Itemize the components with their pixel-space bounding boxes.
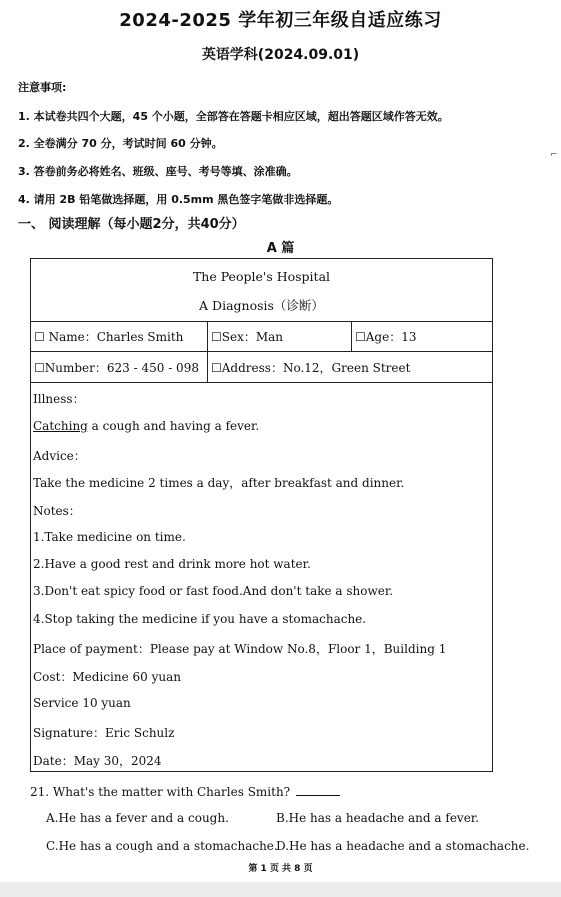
option-c: C.He has a cough and a stomachache.: [46, 839, 278, 853]
table-divider: [31, 321, 492, 322]
table-column-divider: [207, 321, 208, 382]
diagnosis-card: [30, 258, 493, 772]
advice-label: Advice：: [33, 449, 86, 463]
table-divider: [31, 382, 492, 383]
service-fee: Service 10 yuan: [33, 696, 131, 710]
patient-address: ☐Address：No.12，Green Street: [211, 361, 411, 375]
note-1: 1.Take medicine on time.: [33, 530, 186, 544]
notice-item-1: 1. 本试卷共四个大题，45 个小题，全部答在答题卡相应区域，超出答题区域作答无效。: [18, 110, 449, 123]
stray-mark: ⌐: [550, 150, 558, 160]
illness-underlined: Catching: [33, 419, 88, 433]
advice-text: Take the medicine 2 times a day，after breakfast and dinner.: [33, 476, 405, 490]
section-title: 一、 阅读理解（每小题2分，共40分）: [18, 217, 245, 232]
patient-sex: ☐Sex：Man: [211, 330, 284, 344]
exam-title: 2024-2025 学年初三年级自适应练习: [119, 10, 442, 31]
table-divider: [31, 351, 492, 352]
illness-label: Illness：: [33, 392, 85, 406]
signature: Signature：Eric Schulz: [33, 726, 175, 740]
note-2: 2.Have a good rest and drink more hot water.: [33, 557, 311, 571]
option-b: B.He has a headache and a fever.: [276, 811, 480, 825]
table-column-divider: [351, 321, 352, 351]
notice-item-2: 2. 全卷满分 70 分，考试时间 60 分钟。: [18, 137, 223, 150]
question-21: [30, 785, 340, 799]
question-stem: 21. What's the matter with Charles Smith?: [30, 785, 291, 799]
note-3: 3.Don't eat spicy food or fast food.And don't take a shower.: [33, 584, 394, 598]
illness-text: [33, 419, 259, 433]
exam-subtitle: 英语学科(2024.09.01): [201, 47, 360, 63]
notices-heading: 注意事项:: [18, 81, 67, 94]
cost: Cost：Medicine 60 yuan: [33, 670, 181, 684]
note-4: 4.Stop taking the medicine if you have a stomachache.: [33, 612, 367, 626]
option-d: D.He has a headache and a stomachache.: [276, 839, 530, 853]
patient-name: ☐ Name：Charles Smith: [34, 330, 184, 344]
option-a: A.He has a fever and a cough.: [46, 811, 229, 825]
notice-item-4: 4. 请用 2B 铅笔做选择题，用 0.5mm 黑色签字笔做非选择题。: [18, 193, 339, 206]
payment-place: Place of payment：Please pay at Window No.8，Floor 1，Building 1: [33, 642, 447, 656]
scan-edge: [0, 882, 561, 897]
patient-age: ☐Age：13: [355, 330, 417, 344]
page-footer: 第 1 页 共 8 页: [248, 864, 313, 874]
part-title: A 篇: [266, 241, 295, 256]
hospital-name: The People's Hospital: [192, 269, 331, 284]
patient-number: ☐Number：623 - 450 - 098: [34, 361, 199, 375]
date: Date：May 30，2024: [33, 754, 162, 768]
illness-rest: a cough and having a fever.: [87, 419, 260, 433]
diagnosis-heading: A Diagnosis（诊断）: [199, 298, 324, 313]
notes-label: Notes：: [33, 504, 81, 518]
notice-item-3: 3. 答卷前务必将姓名、班级、座号、考号等填、涂准确。: [18, 165, 298, 178]
answer-blank: [296, 795, 340, 796]
